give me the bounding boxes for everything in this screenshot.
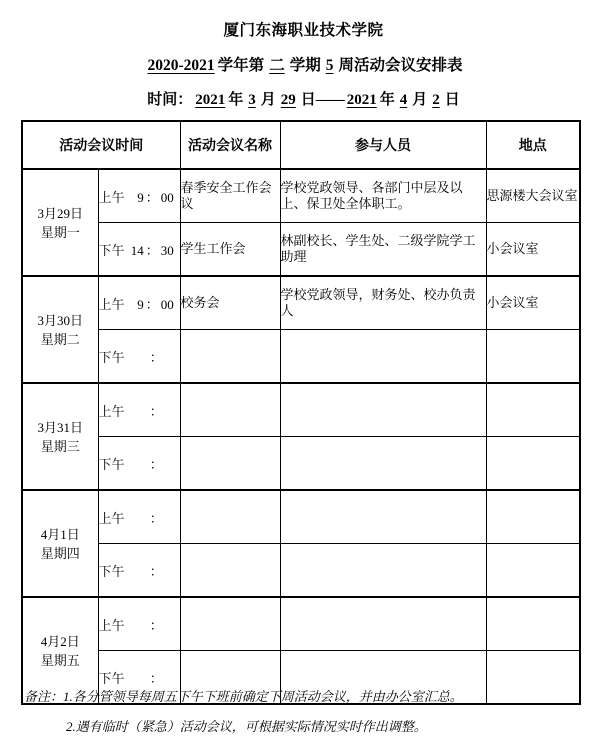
location-cell[interactable] bbox=[486, 544, 580, 598]
day-cell bbox=[22, 169, 98, 276]
time-colon: ： bbox=[145, 189, 159, 205]
participants-cell[interactable] bbox=[280, 597, 486, 651]
term-value: 二 bbox=[269, 57, 285, 74]
academic-year-value: 2020-2021 bbox=[147, 57, 215, 74]
schedule-table bbox=[21, 120, 581, 705]
month-unit-start: 月 bbox=[260, 92, 276, 108]
meeting-name-cell[interactable]: 春季安全工作会议 bbox=[180, 169, 280, 223]
day-cell bbox=[22, 490, 98, 597]
time-ampm: 下午 bbox=[98, 670, 125, 686]
table-row bbox=[22, 330, 580, 384]
day-cell bbox=[22, 383, 98, 490]
participants-cell[interactable] bbox=[280, 437, 486, 491]
table-row bbox=[22, 276, 580, 330]
time-cell[interactable] bbox=[98, 383, 180, 437]
end-year-value: 2021 bbox=[346, 92, 377, 108]
day-date: 3月29日 bbox=[37, 205, 83, 221]
location-cell[interactable]: 小会议室 bbox=[486, 276, 580, 330]
location-cell[interactable] bbox=[486, 330, 580, 384]
location-cell[interactable]: 小会议室 bbox=[486, 223, 580, 277]
year-unit-end: 年 bbox=[379, 92, 395, 108]
participants-cell[interactable] bbox=[280, 383, 486, 437]
day-unit-start: 日 bbox=[300, 92, 316, 108]
time-colon: ： bbox=[149, 617, 163, 633]
day-unit-end: 日 bbox=[444, 92, 460, 108]
time-cell[interactable] bbox=[98, 437, 180, 491]
day-weekday: 星期二 bbox=[40, 331, 80, 347]
document-title bbox=[0, 42, 607, 77]
day-date: 3月31日 bbox=[37, 419, 83, 435]
time-ampm: 上午 bbox=[98, 617, 125, 633]
time-ampm: 下午 bbox=[98, 563, 125, 579]
table-row bbox=[22, 597, 580, 651]
time-ampm: 上午 bbox=[98, 296, 125, 312]
time-ampm: 下午 bbox=[98, 242, 125, 258]
time-colon: ： bbox=[149, 403, 163, 419]
day-weekday: 星期一 bbox=[40, 224, 80, 240]
table-body bbox=[22, 169, 580, 704]
meeting-name-cell[interactable]: 学生工作会 bbox=[180, 223, 280, 277]
time-cell[interactable] bbox=[98, 544, 180, 598]
time-ampm: 上午 bbox=[98, 510, 125, 526]
time-ampm: 下午 bbox=[98, 456, 125, 472]
time-cell[interactable] bbox=[98, 276, 180, 330]
meeting-name-cell[interactable] bbox=[180, 330, 280, 384]
time-cell[interactable] bbox=[98, 597, 180, 651]
table-header-row bbox=[22, 121, 580, 169]
time-minute: 30 bbox=[160, 242, 174, 258]
column-header-place: 地点 bbox=[486, 121, 580, 169]
participants-cell[interactable] bbox=[280, 544, 486, 598]
day-date: 3月30日 bbox=[37, 312, 83, 328]
location-cell[interactable]: 思源楼大会议室 bbox=[486, 169, 580, 223]
location-cell[interactable] bbox=[486, 597, 580, 651]
time-hour: 9 bbox=[137, 189, 144, 205]
time-colon: ： bbox=[149, 456, 163, 472]
table-row bbox=[22, 383, 580, 437]
time-cell[interactable] bbox=[98, 330, 180, 384]
table-row bbox=[22, 437, 580, 491]
meeting-name-cell[interactable] bbox=[180, 544, 280, 598]
participants-cell[interactable]: 林副校长、学生处、二级学院学工助理 bbox=[280, 223, 486, 277]
organization-title: 厦门东海职业技术学院 bbox=[223, 22, 384, 39]
end-day-value: 2 bbox=[432, 92, 440, 108]
time-label: 时间： bbox=[147, 92, 193, 108]
time-ampm: 上午 bbox=[98, 403, 125, 419]
academic-year-label: 学年第 bbox=[217, 57, 265, 74]
time-colon: ： bbox=[149, 670, 163, 686]
time-cell[interactable] bbox=[98, 223, 180, 277]
meeting-name-cell[interactable] bbox=[180, 383, 280, 437]
time-minute: 00 bbox=[160, 296, 174, 312]
footer-notes bbox=[24, 682, 584, 742]
time-ampm: 上午 bbox=[98, 189, 125, 205]
day-weekday: 星期四 bbox=[40, 545, 80, 561]
day-weekday: 星期五 bbox=[40, 652, 80, 668]
title-tail: 周活动会议安排表 bbox=[338, 57, 463, 74]
start-year-value: 2021 bbox=[195, 92, 226, 108]
table-row bbox=[22, 223, 580, 277]
time-colon: ： bbox=[145, 296, 159, 312]
column-header-time: 活动会议时间 bbox=[22, 121, 180, 169]
schedule-table-wrapper bbox=[21, 120, 579, 705]
meeting-name-cell[interactable] bbox=[180, 597, 280, 651]
time-colon: ： bbox=[149, 563, 163, 579]
time-colon: ： bbox=[145, 242, 159, 258]
location-cell[interactable] bbox=[486, 383, 580, 437]
time-cell[interactable] bbox=[98, 169, 180, 223]
column-header-name: 活动会议名称 bbox=[180, 121, 280, 169]
time-colon: ： bbox=[149, 510, 163, 526]
day-date: 4月1日 bbox=[40, 526, 80, 542]
range-dash: —— bbox=[315, 92, 344, 108]
meeting-name-cell[interactable] bbox=[180, 437, 280, 491]
date-range-line bbox=[0, 77, 607, 111]
participants-cell[interactable] bbox=[280, 490, 486, 544]
day-weekday: 星期三 bbox=[40, 438, 80, 454]
year-unit-start: 年 bbox=[228, 92, 244, 108]
column-header-people: 参与人员 bbox=[280, 121, 486, 169]
meeting-name-cell[interactable] bbox=[180, 490, 280, 544]
meeting-name-cell[interactable]: 校务会 bbox=[180, 276, 280, 330]
location-cell[interactable] bbox=[486, 437, 580, 491]
note-line-1: 备注：1.各分管领导每周五下午下班前确定下周活动会议，并由办公室汇总。 bbox=[24, 689, 463, 704]
time-ampm: 下午 bbox=[98, 349, 125, 365]
time-hour: 14 bbox=[130, 242, 144, 258]
location-cell[interactable] bbox=[486, 490, 580, 544]
time-cell[interactable] bbox=[98, 490, 180, 544]
day-date: 4月2日 bbox=[40, 633, 80, 649]
table-row bbox=[22, 490, 580, 544]
end-month-value: 4 bbox=[399, 92, 408, 108]
participants-cell[interactable] bbox=[280, 330, 486, 384]
month-unit-end: 月 bbox=[412, 92, 428, 108]
week-value: 5 bbox=[325, 57, 334, 74]
day-cell bbox=[22, 276, 98, 383]
table-row bbox=[22, 544, 580, 598]
time-minute: 00 bbox=[160, 189, 174, 205]
time-hour: 9 bbox=[137, 296, 144, 312]
table-row bbox=[22, 169, 580, 223]
term-label: 学期 bbox=[289, 57, 321, 74]
participants-cell[interactable]: 学校党政领导、各部门中层及以上、保卫处全体职工。 bbox=[280, 169, 486, 223]
participants-cell[interactable]: 学校党政领导，财务处、校办负责人 bbox=[280, 276, 486, 330]
time-colon: ： bbox=[149, 349, 163, 365]
start-day-value: 29 bbox=[280, 92, 296, 108]
note-line-2: 2.遇有临时（紧急）活动会议，可根据实际情况实时作出调整。 bbox=[66, 719, 427, 734]
start-month-value: 3 bbox=[248, 92, 256, 108]
